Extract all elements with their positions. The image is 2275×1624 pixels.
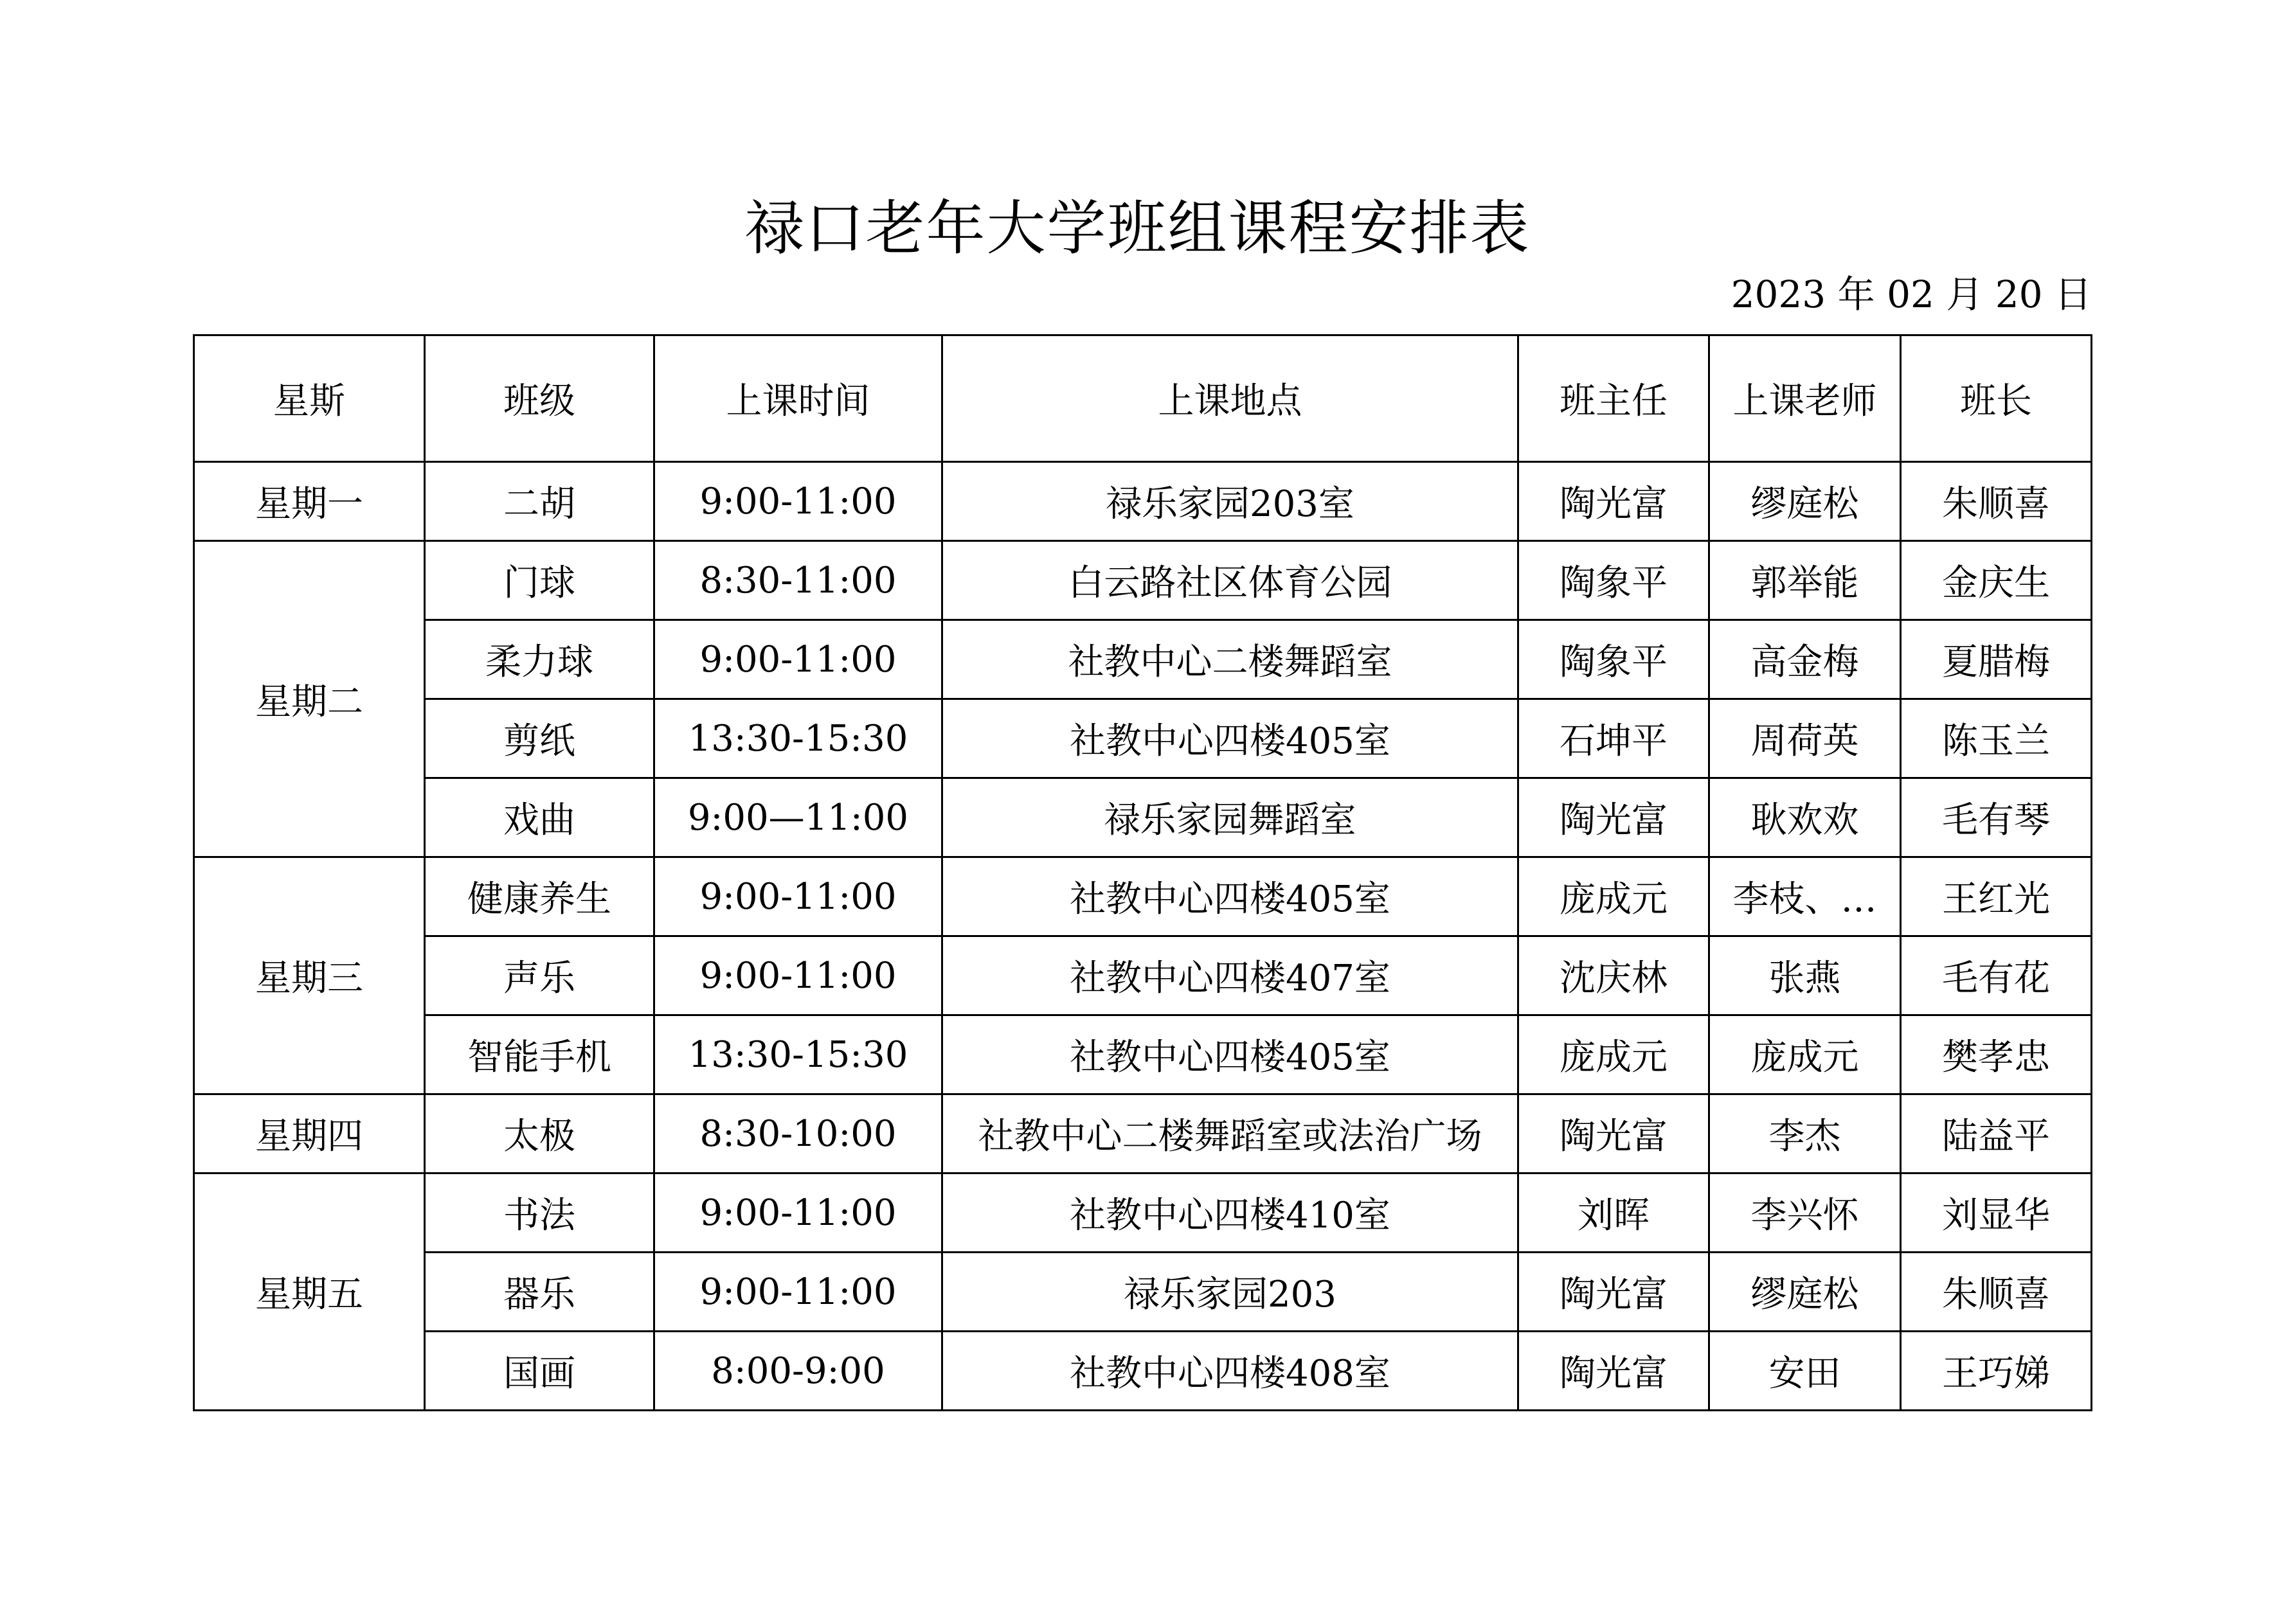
class-cell: 国画: [425, 1332, 654, 1411]
head-teacher-cell: 陶光富: [1518, 1094, 1709, 1173]
location-cell: 社教中心四楼405室: [942, 857, 1518, 936]
column-header-weekday: 星斯: [194, 335, 425, 462]
class-cell: 太极: [425, 1094, 654, 1173]
column-header-head-teacher: 班主任: [1518, 335, 1709, 462]
head-teacher-cell: 陶象平: [1518, 541, 1709, 620]
teacher-cell: 周荷英: [1709, 699, 1901, 778]
time-cell: 8:30-11:00: [654, 541, 942, 620]
teacher-cell: 缪庭松: [1709, 462, 1901, 541]
table-row: [194, 1094, 2092, 1173]
monitor-cell: 朱顺喜: [1901, 1253, 2092, 1332]
time-cell: 9:00-11:00: [654, 462, 942, 541]
head-teacher-cell: 庞成元: [1518, 1015, 1709, 1094]
column-header-monitor: 班长: [1901, 335, 2092, 462]
monitor-cell: 陈玉兰: [1901, 699, 2092, 778]
weekday-cell: 星期二: [194, 541, 425, 857]
teacher-cell: 李枝、…: [1709, 857, 1901, 936]
teacher-cell: 李杰: [1709, 1094, 1901, 1173]
table-row: [194, 936, 2092, 1015]
table-row: [194, 1253, 2092, 1332]
time-cell: 8:30-10:00: [654, 1094, 942, 1173]
class-cell: 器乐: [425, 1253, 654, 1332]
table-row: [194, 1173, 2092, 1253]
column-header-time: 上课时间: [654, 335, 942, 462]
time-cell: 9:00-11:00: [654, 936, 942, 1015]
page-title: 禄口老年大学班组课程安排表: [744, 194, 1531, 263]
monitor-cell: 夏腊梅: [1901, 620, 2092, 699]
head-teacher-cell: 陶光富: [1518, 1332, 1709, 1411]
class-cell: 剪纸: [425, 699, 654, 778]
teacher-cell: 高金梅: [1709, 620, 1901, 699]
head-teacher-cell: 陶光富: [1518, 462, 1709, 541]
teacher-cell: 缪庭松: [1709, 1253, 1901, 1332]
class-cell: 智能手机: [425, 1015, 654, 1094]
table-row: [194, 620, 2092, 699]
head-teacher-cell: 刘晖: [1518, 1173, 1709, 1253]
class-cell: 声乐: [425, 936, 654, 1015]
time-cell: 8:00-9:00: [654, 1332, 942, 1411]
time-cell: 9:00-11:00: [654, 857, 942, 936]
location-cell: 社教中心四楼408室: [942, 1332, 1518, 1411]
teacher-cell: 郭举能: [1709, 541, 1901, 620]
teacher-cell: 张燕: [1709, 936, 1901, 1015]
weekday-cell: 星期三: [194, 857, 425, 1094]
location-cell: 社教中心四楼410室: [942, 1173, 1518, 1253]
class-cell: 二胡: [425, 462, 654, 541]
table-row: [194, 541, 2092, 620]
monitor-cell: 毛有琴: [1901, 778, 2092, 857]
monitor-cell: 王红光: [1901, 857, 2092, 936]
table-row: [194, 699, 2092, 778]
monitor-cell: 陆益平: [1901, 1094, 2092, 1173]
head-teacher-cell: 陶光富: [1518, 778, 1709, 857]
class-cell: 健康养生: [425, 857, 654, 936]
time-cell: 13:30-15:30: [654, 1015, 942, 1094]
time-cell: 9:00-11:00: [654, 620, 942, 699]
location-cell: 社教中心四楼405室: [942, 1015, 1518, 1094]
teacher-cell: 安田: [1709, 1332, 1901, 1411]
document-date: 2023 年 02 月 20 日: [1731, 272, 2092, 316]
monitor-cell: 刘显华: [1901, 1173, 2092, 1253]
head-teacher-cell: 陶象平: [1518, 620, 1709, 699]
column-header-class: 班级: [425, 335, 654, 462]
table-row: [194, 462, 2092, 541]
class-cell: 门球: [425, 541, 654, 620]
time-cell: 9:00—11:00: [654, 778, 942, 857]
teacher-cell: 耿欢欢: [1709, 778, 1901, 857]
weekday-cell: 星期四: [194, 1094, 425, 1173]
table-row: [194, 1332, 2092, 1411]
monitor-cell: 王巧娣: [1901, 1332, 2092, 1411]
monitor-cell: 樊孝忠: [1901, 1015, 2092, 1094]
head-teacher-cell: 庞成元: [1518, 857, 1709, 936]
header-row: [194, 335, 2092, 462]
schedule-table: [193, 334, 2092, 1411]
head-teacher-cell: 沈庆林: [1518, 936, 1709, 1015]
teacher-cell: 李兴怀: [1709, 1173, 1901, 1253]
location-cell: 禄乐家园203: [942, 1253, 1518, 1332]
class-cell: 书法: [425, 1173, 654, 1253]
column-header-teacher: 上课老师: [1709, 335, 1901, 462]
table-row: [194, 857, 2092, 936]
location-cell: 白云路社区体育公园: [942, 541, 1518, 620]
location-cell: 禄乐家园203室: [942, 462, 1518, 541]
time-cell: 13:30-15:30: [654, 699, 942, 778]
location-cell: 社教中心四楼407室: [942, 936, 1518, 1015]
class-cell: 柔力球: [425, 620, 654, 699]
monitor-cell: 毛有花: [1901, 936, 2092, 1015]
head-teacher-cell: 石坤平: [1518, 699, 1709, 778]
location-cell: 社教中心四楼405室: [942, 699, 1518, 778]
monitor-cell: 朱顺喜: [1901, 462, 2092, 541]
column-header-location: 上课地点: [942, 335, 1518, 462]
monitor-cell: 金庆生: [1901, 541, 2092, 620]
table-row: [194, 1015, 2092, 1094]
class-cell: 戏曲: [425, 778, 654, 857]
time-cell: 9:00-11:00: [654, 1173, 942, 1253]
weekday-cell: 星期五: [194, 1173, 425, 1411]
location-cell: 社教中心二楼舞蹈室: [942, 620, 1518, 699]
time-cell: 9:00-11:00: [654, 1253, 942, 1332]
location-cell: 禄乐家园舞蹈室: [942, 778, 1518, 857]
weekday-cell: 星期一: [194, 462, 425, 541]
table-row: [194, 778, 2092, 857]
teacher-cell: 庞成元: [1709, 1015, 1901, 1094]
location-cell: 社教中心二楼舞蹈室或法治广场: [942, 1094, 1518, 1173]
head-teacher-cell: 陶光富: [1518, 1253, 1709, 1332]
